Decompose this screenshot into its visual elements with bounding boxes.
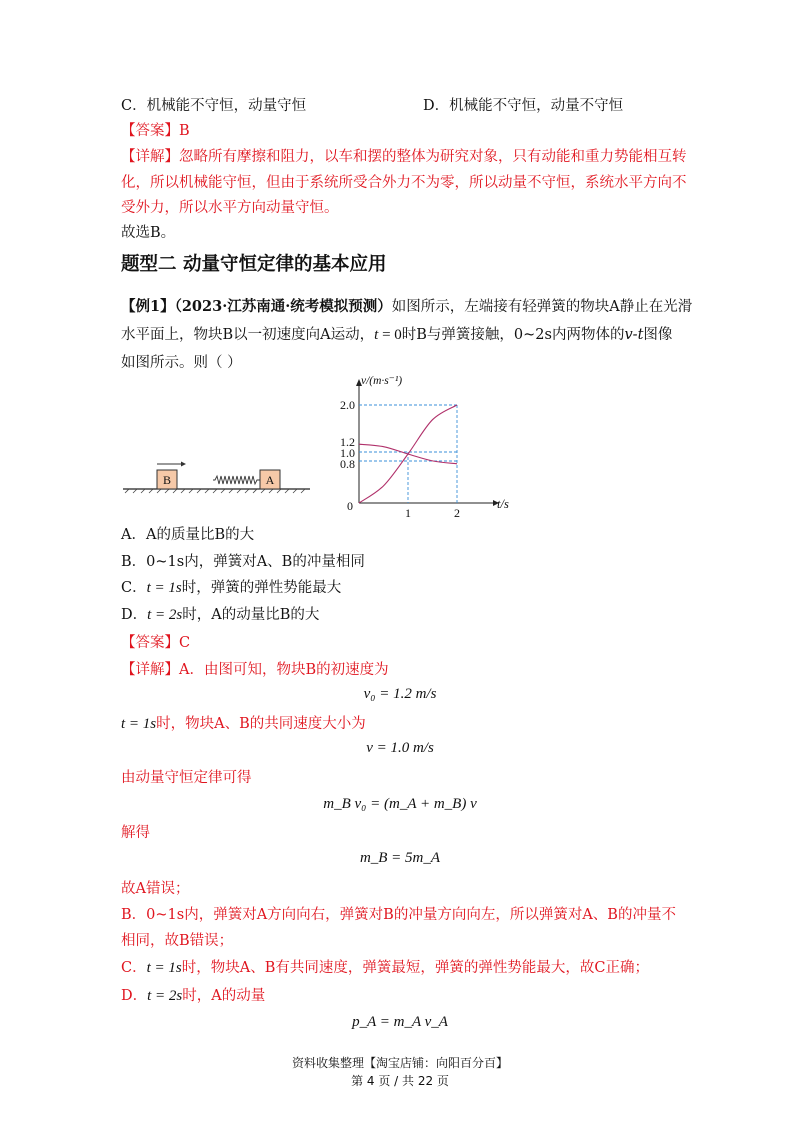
- answer-value: B: [179, 123, 190, 139]
- detail-2-d: D．t = 2s时，A的动量: [121, 988, 266, 1004]
- detail-2-c: C．t = 1s时，物块A、B有共同速度，弹簧最短，弹簧的弹性势能最大，故C正确；: [121, 960, 649, 976]
- example-source: （2023·江苏南通·统考模拟预测）: [174, 298, 392, 315]
- y-tick-label: 1.2: [340, 435, 355, 449]
- detail-2-law: 由动量守恒定律可得: [121, 770, 252, 786]
- choice-d: D．t = 2s时，A的动量比B的大: [121, 607, 320, 623]
- y-tick-label: 0.8: [340, 457, 355, 471]
- y-axis-label: v/(m·s⁻¹): [361, 375, 403, 387]
- equation-v: v = 1.0 m/s: [366, 740, 434, 756]
- answer-2: 【答案】C: [121, 635, 191, 651]
- detail-2-common-velocity: t = 1s时，物块A、B的共同速度大小为: [121, 716, 366, 732]
- equation-pa: p_A = m_A v_A: [352, 1014, 448, 1030]
- detail-1-line4: 故选B。: [121, 225, 176, 241]
- example-line1: 【例1】（2023·江苏南通·统考模拟预测）如图所示，左端接有轻弹簧的物块A静止在光滑: [121, 298, 693, 315]
- detail-2-a-intro: 【详解】A．由图可知，物块B的初速度为: [121, 662, 389, 678]
- answer-1: [121, 120, 190, 142]
- footer-source: 资料收集整理【淘宝店铺：向阳百分百】: [291, 1056, 508, 1070]
- equation-v0: v₀ = 1.2 m/s: [363, 686, 437, 702]
- ground-hatching: [125, 489, 305, 493]
- section-title: 题型二 动量守恒定律的基本应用: [121, 254, 387, 275]
- detail-1-line1: 【详解】忽略所有摩擦和阻力，以车和摆的整体为研究对象，只有动能和重力势能相互转: [121, 149, 687, 165]
- footer-page-number: 第 4 页 / 共 22 页: [351, 1074, 449, 1088]
- detail-tag: 【详解】: [121, 149, 179, 165]
- y-tick-label: 2.0: [340, 398, 355, 412]
- detail-1-line3: 受外力，所以水平方向动量守恒。: [121, 200, 339, 216]
- option-c-top: C．机械能不守恒，动量守恒: [121, 98, 307, 114]
- detail-2-solve: 解得: [121, 825, 150, 841]
- choice-a: A．A的质量比B的大: [121, 527, 255, 543]
- example-line3: 如图所示。则（ ）: [121, 355, 242, 371]
- equation-momentum: m_B v₀ = (m_A + m_B) v: [323, 796, 477, 812]
- block-a-label: A: [265, 473, 275, 487]
- option-d-top: D．机械能不守恒，动量不守恒: [423, 98, 624, 114]
- example-line2: 水平面上，物块B以一初速度向A运动，t = 0时B与弹簧接触，0~2s内两物体的v-t图像: [121, 327, 673, 343]
- spring: [213, 476, 260, 484]
- choice-b: B．0~1s内，弹簧对A、B的冲量相同: [121, 554, 365, 570]
- example-tag: 【例1】: [121, 298, 175, 315]
- y-tick-label: 1.0: [340, 446, 355, 460]
- x-axis-label: t/s: [497, 497, 509, 511]
- detail-2-b-line1: B．0~1s内，弹簧对A方向向右，弹簧对B的冲量方向向左，所以弹簧对A、B的冲量不: [121, 907, 676, 923]
- block-b-label: B: [162, 473, 172, 487]
- origin-label: 0: [347, 499, 353, 513]
- arrow-head-icon: [181, 462, 186, 467]
- equation-mass: m_B = 5m_A: [359, 850, 441, 866]
- detail-2-b-line2: 相同，故B错误；: [121, 933, 234, 949]
- example-figure: [115, 372, 525, 522]
- x-tick-label: 2: [454, 506, 460, 520]
- x-tick-label: 1: [405, 506, 411, 520]
- choice-c: C．t = 1s时，弹簧的弹性势能最大: [121, 580, 342, 596]
- answer-tag: 【答案】: [121, 123, 179, 139]
- detail-2-a-conclusion: 故A错误；: [121, 881, 190, 897]
- detail-1-line2: 化，所以机械能守恒，但由于系统所受合外力不为零，所以动量不守恒，系统水平方向不: [121, 175, 687, 191]
